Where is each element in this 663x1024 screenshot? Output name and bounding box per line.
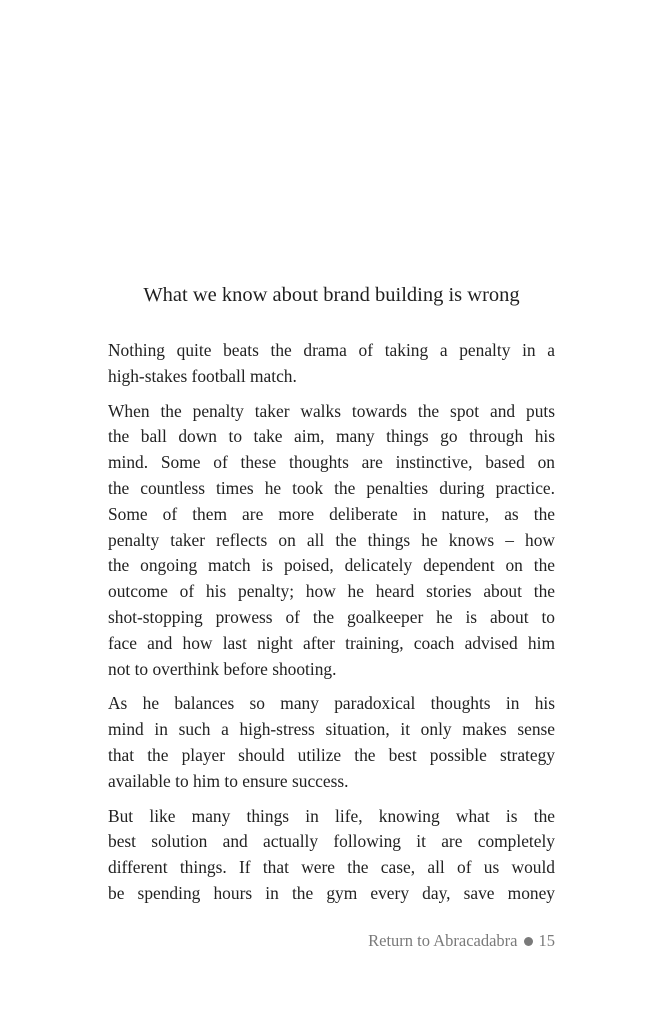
paragraph: [108, 399, 555, 683]
paragraph: [108, 804, 555, 907]
page-number: 15: [538, 931, 555, 950]
body-text: [108, 338, 555, 916]
text-line: the ball down to take aim, many things go through his: [108, 426, 555, 447]
paragraph: [108, 338, 555, 390]
text-line: the countless times he took the penalties during practice.: [108, 477, 555, 498]
text-line: different things. If that were the case, all of us would: [108, 857, 555, 878]
book-page: [108, 0, 555, 1024]
text-line: best solution and actually following it are completely: [108, 831, 555, 852]
text-line: Nothing quite beats the drama of taking a penalty in a: [108, 340, 555, 360]
text-line: the ongoing match is poised, delicately dependent on the: [108, 555, 555, 576]
running-footer: [368, 931, 555, 951]
text-line: face and how last night after training, coach advised him: [108, 632, 555, 653]
text-line: Some of them are more deliberate in nature, as the: [108, 503, 555, 524]
text-line: outcome of his penalty; how he heard stories about the: [108, 581, 555, 602]
text-line: As he balances so many paradoxical thoughts in his: [108, 693, 555, 714]
text-line: high-stakes football match.: [108, 365, 297, 386]
text-line: mind. Some of these thoughts are instinctive, based on: [108, 452, 555, 473]
text-line: When the penalty taker walks towards the spot and puts: [108, 400, 555, 421]
paragraph: [108, 691, 555, 794]
chapter-heading: What we know about brand building is wrong: [143, 284, 520, 306]
text-line: mind in such a high-stress situation, it only makes sense: [108, 719, 555, 740]
bullet-icon: [524, 937, 533, 946]
text-line: penalty taker reflects on all the things he knows – how: [108, 529, 555, 550]
text-line: not to overthink before shooting.: [108, 658, 337, 679]
text-line: be spending hours in the gym every day, save money: [108, 882, 555, 903]
book-title: Return to Abracadabra: [368, 931, 518, 950]
text-line: But like many things in life, knowing what is the: [108, 805, 555, 826]
text-line: available to him to ensure success.: [108, 770, 349, 791]
text-line: shot-stopping prowess of the goalkeeper he is about to: [108, 606, 555, 627]
text-line: that the player should utilize the best possible strategy: [108, 744, 555, 765]
